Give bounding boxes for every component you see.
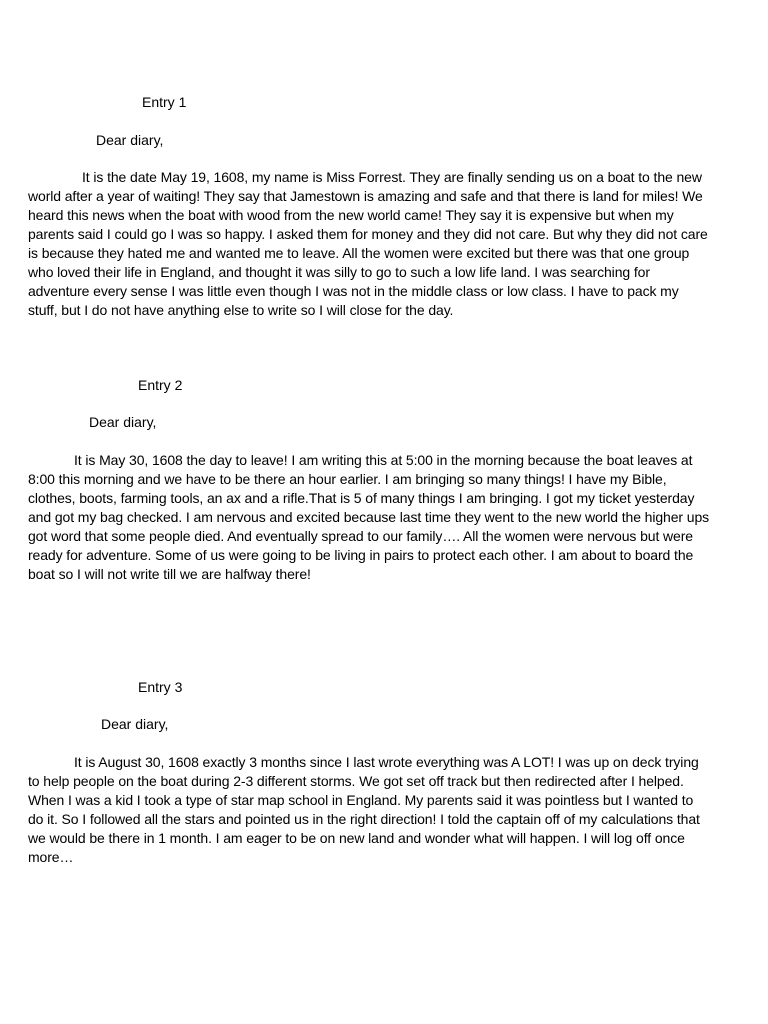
entry-1-line: who loved their life in England, and thought it was silly to go to such a low life land. I was searching for	[28, 264, 650, 280]
entry-2-line: and got my bag checked. I am nervous and excited because last time they went to the new world the higher ups	[28, 509, 710, 525]
entry-1-line: world after a year of waiting! They say that Jamestown is amazing and safe and that there is land for miles! We	[28, 188, 703, 204]
entry-1-line: adventure every sense I was little even though I was not in the middle class or low class. I have to pack my	[28, 283, 679, 299]
entry-2-line: got word that some people died. And eventually spread to our family…. All the women were nervous but were	[28, 528, 693, 544]
entry-1-salutation: Dear diary,	[96, 132, 164, 148]
entry-2-line: It is May 30, 1608 the day to leave! I am writing this at 5:00 in the morning because the boat leaves at	[74, 452, 693, 468]
entry-1-line: is because they hated me and wanted me to leave. All the women were excited but there was that one group	[28, 245, 690, 261]
entry-2-line: 8:00 this morning and we have to be there an hour earlier. I am bringing so many things! I have my Bible,	[28, 471, 667, 487]
entry-2-salutation: Dear diary,	[89, 414, 157, 430]
entry-2-line: ready for adventure. Some of us were going to be living in pairs to protect each other. I am about to board the	[28, 547, 694, 563]
entry-3-title: Entry 3	[138, 679, 183, 695]
entry-3-line: When I was a kid I took a type of star map school in England. My parents said it was pointless but I wanted to	[28, 792, 694, 808]
entry-1-line: It is the date May 19, 1608, my name is Miss Forrest. They are finally sending us on a boat to the new	[82, 169, 702, 185]
entry-3-line: we would be there in 1 month. I am eager to be on new land and wonder what will happen. I will log off once	[28, 830, 685, 846]
entry-1-line: parents said I could go I was so happy. I asked them for money and they did not care. But why they did not care	[28, 226, 708, 242]
entry-1-line: stuff, but I do not have anything else to write so I will close for the day.	[28, 302, 454, 318]
entry-1-line: heard this news when the boat with wood from the new world came! They say it is expensive but when my	[28, 207, 674, 223]
entry-2-title: Entry 2	[138, 377, 183, 393]
entry-3-line: It is August 30, 1608 exactly 3 months since I last wrote everything was A LOT! I was up on deck trying	[74, 754, 699, 770]
entry-1-title: Entry 1	[142, 94, 187, 110]
entry-3-salutation: Dear diary,	[101, 716, 169, 732]
entry-3-line: more…	[28, 849, 74, 865]
entry-2-line: boat so I will not write till we are halfway there!	[28, 566, 311, 582]
entry-3-line: do it. So I followed all the stars and pointed us in the right direction! I told the captain off of my calculations that	[28, 811, 700, 827]
entry-3-line: to help people on the boat during 2-3 different storms. We got set off track but then redirected after I helped.	[28, 773, 684, 789]
entry-2-line: clothes, boots, farming tools, an ax and a rifle.That is 5 of many things I am bringing. I got my ticket yesterday	[28, 490, 695, 506]
